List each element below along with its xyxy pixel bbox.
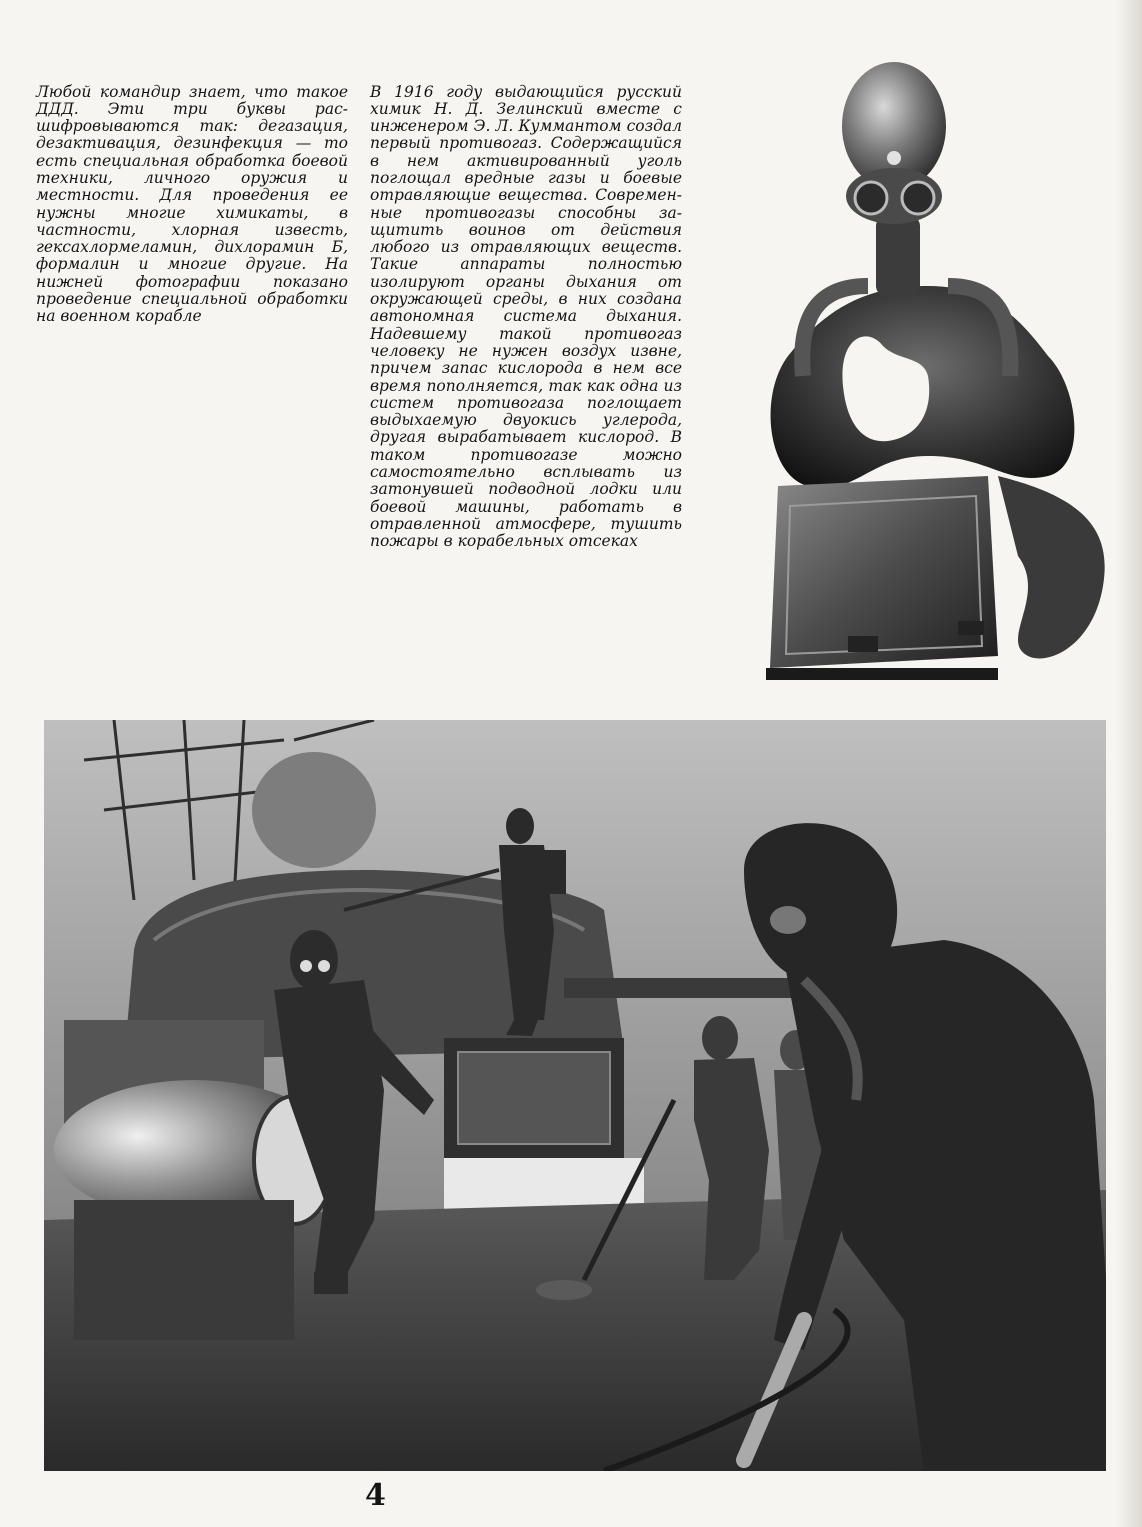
gas-mask-text-column: В 1916 году выдающийся русский химик Н. Д. Зелинский вместе с инженером Э. Л. Куммантом создал первый противогаз. Содержащийся в нем активированный уголь поглощал вредные газы и боевые отравляющие вещества. Современные противогазы способны защитить воинов от действия любого из отравляющих веществ. Такие аппараты полностью изолируют органы дыхания от окружающей среды, в них создана автономная система дыхания. Надевшему такой противогаз человеку не нужен воздух извне, причем запас кислорода в нем все время пополняется, так как одна из систем противогаза поглощает выдыхаемую двуокись углерода, другая вырабатывает кислород. В таком противогазе можно самостоятельно всплывать из затонувшей подводной лодки или боевой машины, работать в отравленной атмосфере, тушить пожары в корабельных отсеках bbox=[370, 82, 682, 551]
gas-mask-photo bbox=[748, 56, 1116, 696]
ship-decontamination-photo bbox=[44, 720, 1106, 1471]
ddd-text-column: Любой командир знает, что такое ДДД. Эти три буквы расшифровываются так: дегазация, дезактивация, дезинфекция — то есть специальная обработка боевой техники, личного оружия и местности. Для проведения ее нужны многие химикаты, в частности, хлорная известь, гексахлормеламин, дихлорамин Б, формалин и многие другие. На нижней фотографии показано проведение специальной обработки на военном корабле bbox=[36, 82, 348, 326]
page-edge bbox=[1116, 0, 1142, 1527]
page-number: 4 bbox=[365, 1478, 386, 1513]
